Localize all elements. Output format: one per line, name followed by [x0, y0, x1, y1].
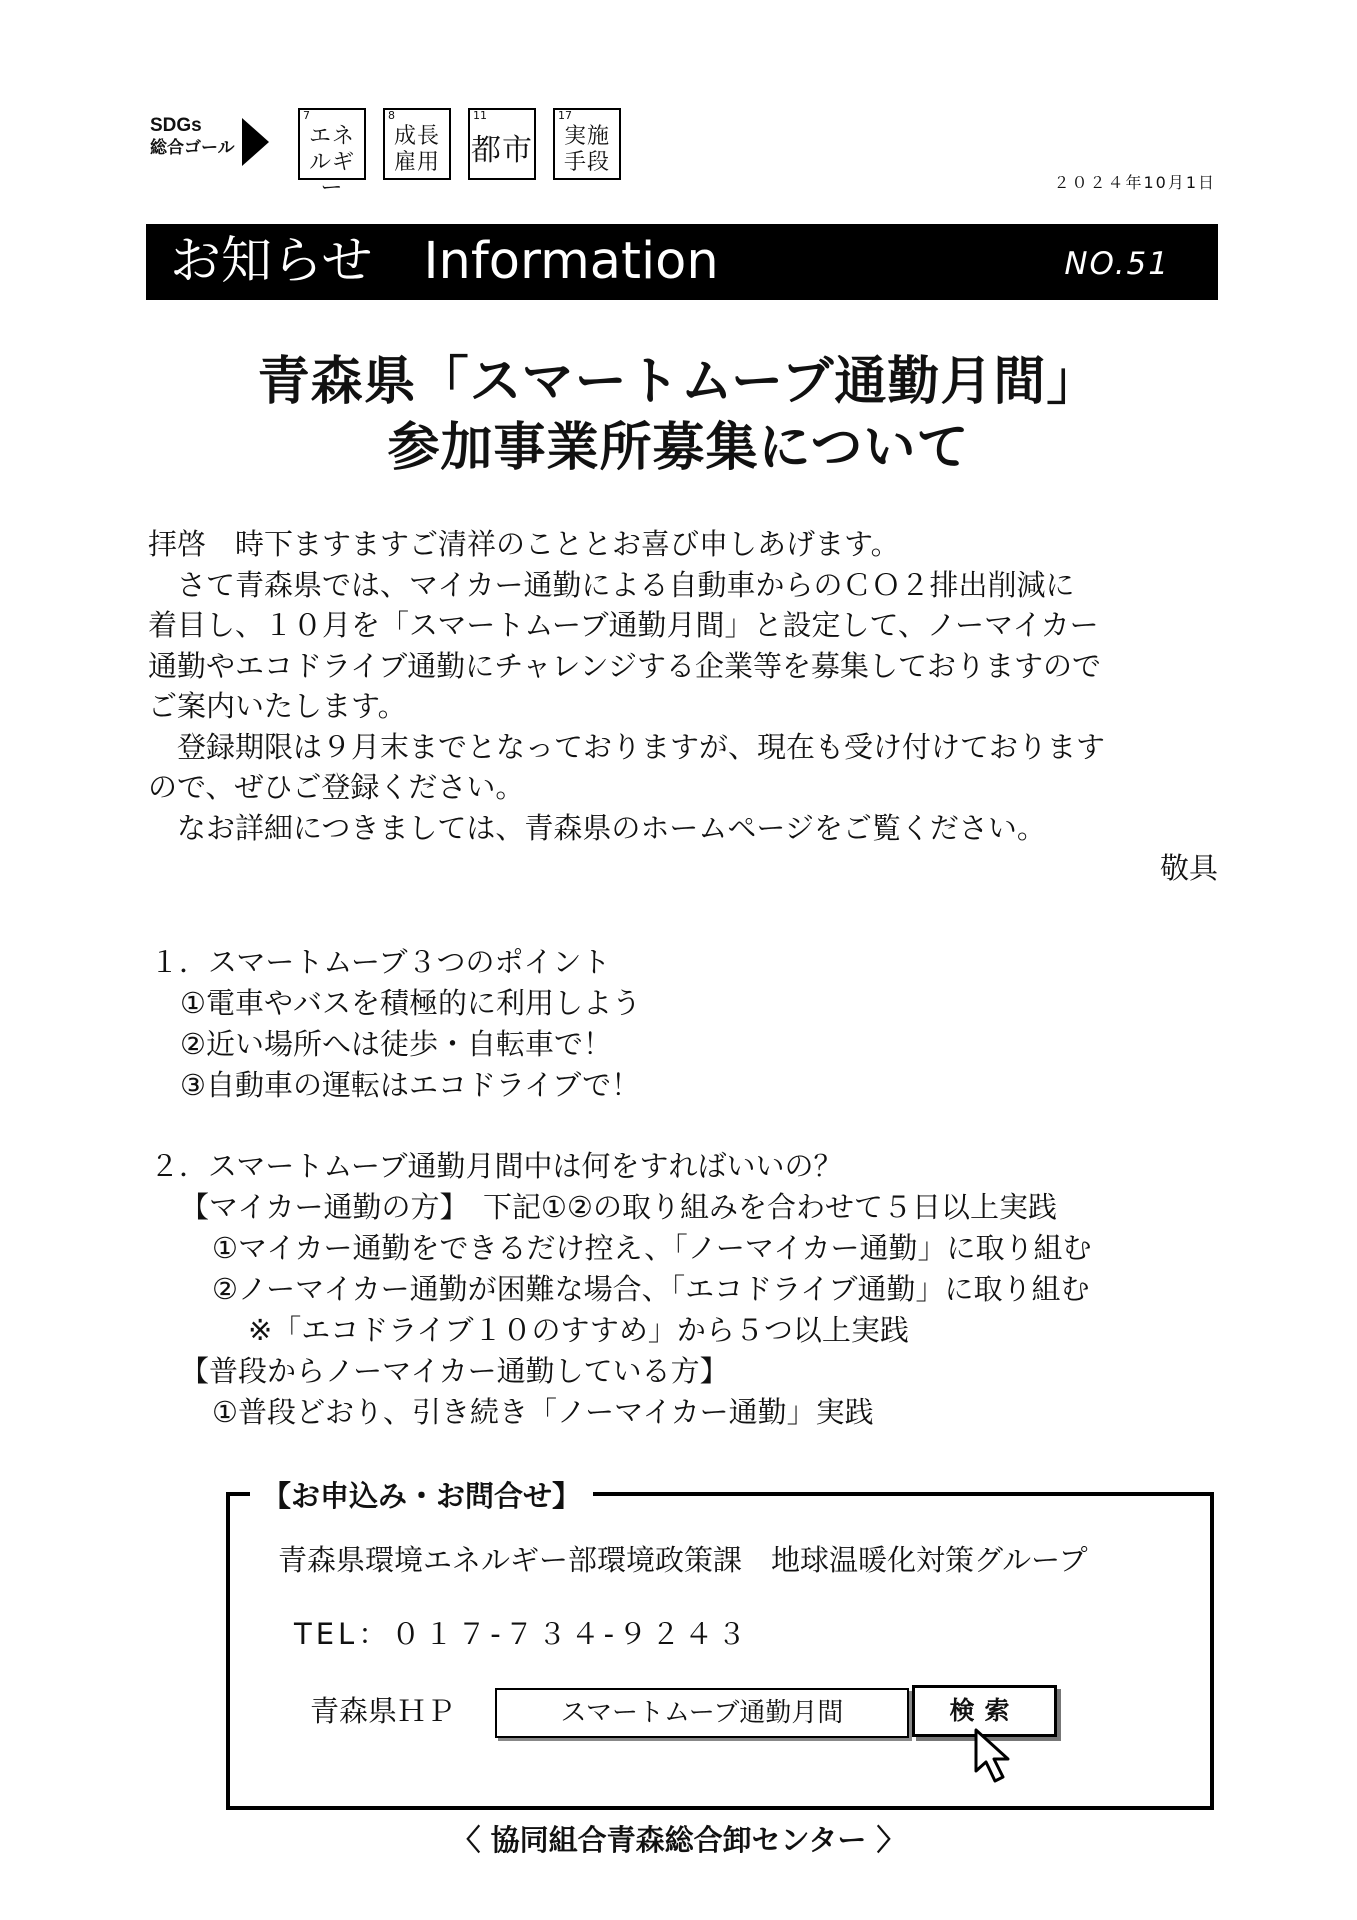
- section1-item: ②近い場所へは徒歩・自転車で！: [180, 1027, 612, 1061]
- hp-label: 青森県ＨＰ: [310, 1694, 456, 1728]
- sdgs-goal-11: [468, 108, 536, 180]
- goal-label: [385, 124, 449, 176]
- contact-department: 青森県環境エネルギー部環境政策課 地球温暖化対策グループ: [278, 1543, 1088, 1577]
- letter-line: 登録期限は９月末までとなっておりますが、現在も受け付けております: [148, 729, 1106, 764]
- letter-line: 着目し、１０月を「スマートムーブ通勤月間」と設定して、ノーマイカー: [148, 608, 1099, 642]
- goal-label-line2: ルギー: [308, 150, 355, 201]
- arrow-right-icon: [242, 118, 269, 166]
- sdgs-label-line1: SDGs: [150, 115, 202, 136]
- headline-line1: 青森県「スマートムーブ通勤月間」: [257, 352, 1100, 412]
- contact-heading: 【お申込み・お問合せ】: [250, 1478, 593, 1514]
- goal-label: 都市: [471, 133, 533, 168]
- section2-group2-heading: 【普段からノーマイカー通勤している方】: [180, 1354, 729, 1388]
- footer-organization: 〈 協同組合青森総合卸センター 〉: [451, 1823, 906, 1857]
- contact-tel: TEL：０１７-７３４-９２４３: [294, 1617, 751, 1651]
- goal-label: [555, 124, 619, 176]
- letter-line: 通勤やエコドライブ通勤にチャレンジする企業等を募集しておりますので: [148, 648, 1101, 683]
- goal-number: 7: [303, 109, 310, 122]
- sdgs-label: [150, 115, 235, 159]
- section2-group2-item: ①普段どおり、引き続き「ノーマイカー通勤」実践: [212, 1395, 874, 1429]
- goal-number: 11: [473, 109, 487, 122]
- sdgs-goal-17: [553, 108, 621, 180]
- letter-line: さて青森県では、マイカー通勤による自動車からのＣＯ２排出削減に: [148, 567, 1075, 602]
- goal-label-line1: 成長: [393, 124, 440, 149]
- banner-title: お知らせ Information: [170, 232, 719, 291]
- goal-label: [300, 124, 364, 202]
- goal-number: 8: [388, 109, 395, 122]
- goal-label-line1: エネ: [308, 124, 355, 149]
- issue-date: ２０２４年10月1日: [1053, 173, 1216, 192]
- goal-label-line2: 手段: [563, 150, 610, 175]
- banner-number: NO.51: [1064, 246, 1170, 282]
- section2-group1-heading: 【マイカー通勤の方】 下記①②の取り組みを合わせて５日以上実践: [180, 1190, 1058, 1224]
- section2-group1-item: ②ノーマイカー通勤が困難な場合、「エコドライブ通勤」に取り組む: [212, 1272, 1090, 1306]
- goal-label-line2: 雇用: [393, 150, 440, 175]
- letter-closing: 敬具: [1159, 851, 1218, 885]
- section2-group1-note: ※「エコドライブ１０のすすめ」から５つ以上実践: [248, 1313, 909, 1347]
- letter-line: ので、ぜひご登録ください。: [148, 770, 525, 804]
- letter-body: [148, 524, 1218, 889]
- goal-number: 17: [558, 109, 572, 122]
- goal-label-line1: 実施: [563, 124, 610, 149]
- search-button[interactable]: 検索: [912, 1685, 1057, 1737]
- mouse-cursor-icon: [972, 1727, 1028, 1785]
- search-input[interactable]: スマートムーブ通勤月間: [495, 1688, 909, 1738]
- letter-line: 拝啓 時下ますますご清祥のこととお喜び申しあげます。: [148, 527, 900, 561]
- letter-line: ご案内いたします。: [148, 689, 407, 723]
- section2-title: ２．スマートムーブ通勤月間中は何をすればいいの？: [150, 1149, 843, 1183]
- sdgs-label-line2: 総合ゴール: [150, 138, 235, 157]
- section1-item: ③自動車の運転はエコドライブで！: [180, 1068, 641, 1102]
- headline-line2: 参加事業所募集について: [387, 418, 970, 478]
- letter-line: なお詳細につきましては、青森県のホームページをご覧ください。: [148, 810, 1046, 845]
- section1-item: ①電車やバスを積極的に利用しよう: [180, 986, 641, 1020]
- sdgs-goal-7: [298, 108, 366, 201]
- information-banner: [146, 224, 1218, 300]
- section1-title: １．スマートムーブ３つのポイント: [150, 945, 611, 979]
- section2-group1-item: ①マイカー通勤をできるだけ控え、「ノーマイカー通勤」に取り組む: [212, 1231, 1092, 1265]
- sdgs-goal-8: [383, 108, 451, 180]
